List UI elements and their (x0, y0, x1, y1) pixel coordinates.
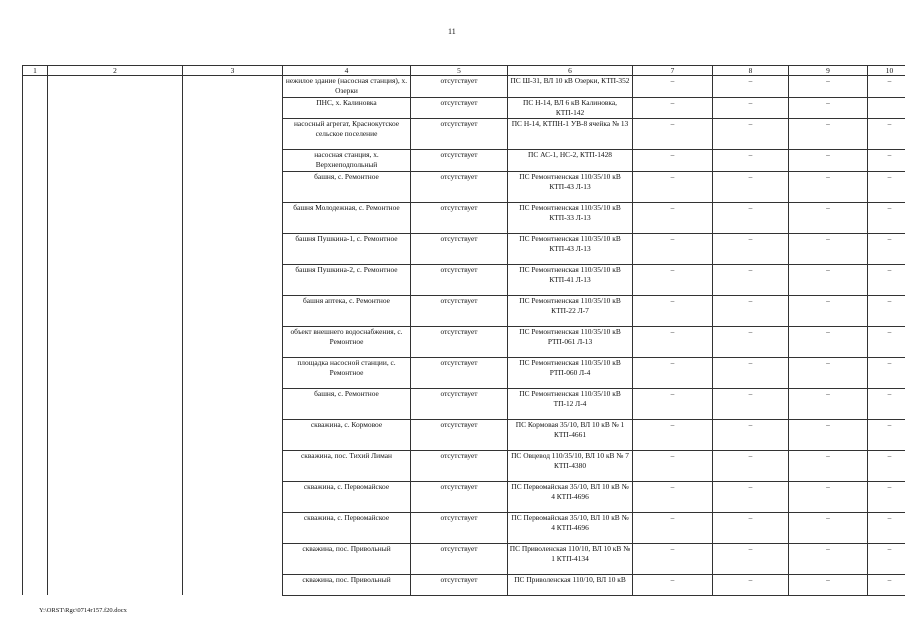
col7-cell: – (633, 119, 713, 150)
table-row (23, 481, 905, 512)
col10-cell: – (868, 264, 905, 295)
empty-cell (48, 97, 183, 119)
col10-cell: – (868, 119, 905, 150)
empty-cell (183, 76, 283, 98)
col7-cell: – (633, 97, 713, 119)
col8-cell: – (713, 171, 789, 202)
table-row (23, 150, 905, 172)
col8-cell: – (713, 357, 789, 388)
col7-cell: – (633, 76, 713, 98)
col9-cell: – (789, 481, 868, 512)
col8-cell: – (713, 388, 789, 419)
empty-cell (183, 264, 283, 295)
empty-cell (183, 574, 283, 595)
table-row (23, 388, 905, 419)
table-row (23, 326, 905, 357)
empty-cell (183, 150, 283, 172)
col8-cell: – (713, 119, 789, 150)
empty-cell (23, 295, 48, 326)
object-name-cell: скважина, пос. Тихий Лиман (283, 450, 411, 481)
col7-cell: – (633, 450, 713, 481)
col7-cell: – (633, 233, 713, 264)
object-name-cell: скважина, с. Первомайское (283, 512, 411, 543)
empty-cell (48, 512, 183, 543)
empty-cell (23, 512, 48, 543)
power-source-cell: ПС Ремонтненская 110/35/10 кВ КТП-33 Л-13 (508, 202, 633, 233)
object-name-cell: нежилое здание (насосная станция), х. Озерки (283, 76, 411, 98)
supply-status-cell: отсутствует (411, 481, 508, 512)
empty-cell (183, 357, 283, 388)
column-header: 4 (283, 66, 411, 76)
empty-cell (183, 481, 283, 512)
supply-status-cell: отсутствует (411, 450, 508, 481)
col9-cell: – (789, 574, 868, 595)
empty-cell (48, 388, 183, 419)
empty-cell (183, 543, 283, 574)
table-row (23, 119, 905, 150)
empty-cell (183, 233, 283, 264)
supply-status-cell: отсутствует (411, 171, 508, 202)
supply-status-cell: отсутствует (411, 326, 508, 357)
col10-cell: – (868, 388, 905, 419)
col7-cell: – (633, 512, 713, 543)
col8-cell: – (713, 233, 789, 264)
empty-cell (23, 574, 48, 595)
empty-cell (183, 419, 283, 450)
empty-cell (23, 97, 48, 119)
col9-cell: – (789, 326, 868, 357)
col8-cell: – (713, 512, 789, 543)
column-header: 1 (23, 66, 48, 76)
empty-cell (48, 450, 183, 481)
power-source-cell: ПС Ремонтненская 110/35/10 кВ КТП-41 Л-13 (508, 264, 633, 295)
empty-cell (23, 150, 48, 172)
supply-status-cell: отсутствует (411, 233, 508, 264)
table-row (23, 233, 905, 264)
object-name-cell: башня Пушкина-2, с. Ремонтное (283, 264, 411, 295)
col9-cell: – (789, 171, 868, 202)
empty-cell (23, 450, 48, 481)
table-row (23, 574, 905, 595)
col7-cell: – (633, 326, 713, 357)
empty-cell (23, 171, 48, 202)
empty-cell (183, 295, 283, 326)
col10-cell: – (868, 450, 905, 481)
supply-status-cell: отсутствует (411, 76, 508, 98)
col7-cell: – (633, 264, 713, 295)
col8-cell: – (713, 76, 789, 98)
empty-cell (23, 264, 48, 295)
supply-status-cell: отсутствует (411, 119, 508, 150)
col10-cell: – (868, 357, 905, 388)
column-header: 6 (508, 66, 633, 76)
empty-cell (23, 481, 48, 512)
col10-cell: – (868, 171, 905, 202)
col10-cell: – (868, 574, 905, 595)
power-source-cell: ПС Овцевод 110/35/10, ВЛ 10 кВ № 7 КТП-4380 (508, 450, 633, 481)
col10-cell: – (868, 326, 905, 357)
col7-cell: – (633, 202, 713, 233)
col8-cell: – (713, 150, 789, 172)
column-header: 8 (713, 66, 789, 76)
power-source-cell: ПС Ремонтненская 110/35/10 кВ РТП-060 Л-4 (508, 357, 633, 388)
table-row (23, 295, 905, 326)
empty-cell (23, 76, 48, 98)
col10-cell (868, 97, 905, 119)
power-source-cell: ПС Н-14, КТПН-1 УВ-8 ячейка № 13 (508, 119, 633, 150)
power-source-cell: ПС Ремонтненская 110/35/10 кВ ТП-12 Л-4 (508, 388, 633, 419)
col9-cell: – (789, 512, 868, 543)
supply-status-cell: отсутствует (411, 264, 508, 295)
table-row (23, 512, 905, 543)
col8-cell: – (713, 326, 789, 357)
empty-cell (23, 357, 48, 388)
column-header: 10 (868, 66, 905, 76)
empty-cell (183, 202, 283, 233)
col10-cell: – (868, 233, 905, 264)
empty-cell (48, 202, 183, 233)
object-name-cell: насосный агрегат, Краснокутское сельское поселение (283, 119, 411, 150)
empty-cell (183, 326, 283, 357)
table-row (23, 76, 905, 98)
col8-cell: – (713, 97, 789, 119)
empty-cell (48, 326, 183, 357)
col9-cell: – (789, 295, 868, 326)
object-name-cell: скважина, с. Кормовое (283, 419, 411, 450)
col7-cell: – (633, 543, 713, 574)
supply-status-cell: отсутствует (411, 543, 508, 574)
empty-cell (23, 326, 48, 357)
empty-cell (48, 574, 183, 595)
object-name-cell: скважина, пос. Привольный (283, 543, 411, 574)
object-name-cell: насосная станция, х. Верхнеподпольный (283, 150, 411, 172)
empty-cell (183, 450, 283, 481)
empty-cell (23, 419, 48, 450)
empty-cell (23, 202, 48, 233)
power-source-cell: ПС Ремонтненская 110/35/10 кВ РТП-061 Л-13 (508, 326, 633, 357)
power-source-cell: ПС Ш-31, ВЛ 10 кВ Озерки, КТП-352 (508, 76, 633, 98)
col7-cell: – (633, 295, 713, 326)
empty-cell (183, 171, 283, 202)
col9-cell: – (789, 76, 868, 98)
supply-status-cell: отсутствует (411, 295, 508, 326)
power-source-cell: ПС Ремонтненская 110/35/10 кВ КТП-43 Л-13 (508, 233, 633, 264)
table-row (23, 171, 905, 202)
col9-cell: – (789, 357, 868, 388)
power-source-cell: ПС Приволенская 110/10, ВЛ 10 кВ (508, 574, 633, 595)
col8-cell: – (713, 543, 789, 574)
column-header: 5 (411, 66, 508, 76)
table-row (23, 543, 905, 574)
col7-cell: – (633, 574, 713, 595)
col7-cell: – (633, 171, 713, 202)
data-table (22, 65, 905, 596)
col9-cell: – (789, 450, 868, 481)
col9-cell: – (789, 150, 868, 172)
empty-cell (183, 388, 283, 419)
col8-cell: – (713, 202, 789, 233)
col10-cell: – (868, 512, 905, 543)
empty-cell (48, 357, 183, 388)
table-row (23, 202, 905, 233)
empty-cell (23, 233, 48, 264)
power-source-cell: ПС Первомайская 35/10, ВЛ 10 кВ № 4 КТП-4696 (508, 512, 633, 543)
col9-cell: – (789, 233, 868, 264)
object-name-cell: башня Пушкина-1, с. Ремонтное (283, 233, 411, 264)
supply-status-cell: отсутствует (411, 97, 508, 119)
col10-cell: – (868, 76, 905, 98)
supply-status-cell: отсутствует (411, 150, 508, 172)
power-source-cell: ПС Первомайская 35/10, ВЛ 10 кВ № 4 КТП-4696 (508, 481, 633, 512)
col9-cell: – (789, 264, 868, 295)
empty-cell (48, 481, 183, 512)
power-source-cell: ПС Ремонтненская 110/35/10 кВ КТП-43 Л-13 (508, 171, 633, 202)
power-source-cell: ПС Н-14, ВЛ 6 кВ Калиновка, КТП-142 (508, 97, 633, 119)
column-header: 9 (789, 66, 868, 76)
col10-cell: – (868, 419, 905, 450)
empty-cell (48, 233, 183, 264)
power-source-cell: ПС АС-1, НС-2, КТП-1428 (508, 150, 633, 172)
col8-cell: – (713, 481, 789, 512)
col8-cell: – (713, 295, 789, 326)
empty-cell (48, 419, 183, 450)
header-row (23, 66, 905, 76)
empty-cell (48, 543, 183, 574)
power-source-cell: ПС Ремонтненская 110/35/10 кВ КТП-22 Л-7 (508, 295, 633, 326)
empty-cell (183, 97, 283, 119)
col7-cell: – (633, 150, 713, 172)
col10-cell: – (868, 150, 905, 172)
col10-cell: – (868, 202, 905, 233)
power-source-cell: ПС Кормовая 35/10, ВЛ 10 кВ № 1 КТП-4661 (508, 419, 633, 450)
col10-cell: – (868, 481, 905, 512)
supply-status-cell: отсутствует (411, 202, 508, 233)
object-name-cell: башня, с. Ремонтное (283, 388, 411, 419)
col9-cell: – (789, 119, 868, 150)
object-name-cell: башня, с. Ремонтное (283, 171, 411, 202)
col7-cell: – (633, 357, 713, 388)
col7-cell: – (633, 388, 713, 419)
object-name-cell: скважина, с. Первомайское (283, 481, 411, 512)
empty-cell (23, 119, 48, 150)
empty-cell (23, 388, 48, 419)
column-header: 2 (48, 66, 183, 76)
col10-cell: – (868, 543, 905, 574)
col9-cell: – (789, 543, 868, 574)
supply-status-cell: отсутствует (411, 357, 508, 388)
empty-cell (48, 76, 183, 98)
col8-cell: – (713, 264, 789, 295)
empty-cell (48, 150, 183, 172)
file-path-footer: Y:\ORST\Rgc\0714r157.f20.docx (39, 607, 127, 614)
col7-cell: – (633, 481, 713, 512)
object-name-cell: башня Молодежная, с. Ремонтное (283, 202, 411, 233)
col9-cell: – (789, 97, 868, 119)
empty-cell (183, 119, 283, 150)
table-row (23, 357, 905, 388)
col10-cell: – (868, 295, 905, 326)
empty-cell (48, 119, 183, 150)
table-row (23, 419, 905, 450)
table-row (23, 264, 905, 295)
col8-cell: – (713, 574, 789, 595)
object-name-cell: ПНС, х. Калиновка (283, 97, 411, 119)
object-name-cell: скважина, пос. Привольный (283, 574, 411, 595)
power-source-cell: ПС Приволенская 110/10, ВЛ 10 кВ № 1 КТП-4134 (508, 543, 633, 574)
page-number: 11 (448, 27, 456, 36)
col9-cell: – (789, 419, 868, 450)
empty-cell (183, 512, 283, 543)
object-name-cell: объект внешнего водоснабжения, с. Ремонтное (283, 326, 411, 357)
object-name-cell: площадка насосной станции, с. Ремонтное (283, 357, 411, 388)
table-row (23, 450, 905, 481)
empty-cell (23, 543, 48, 574)
empty-cell (48, 264, 183, 295)
col9-cell: – (789, 202, 868, 233)
column-header: 7 (633, 66, 713, 76)
column-header: 3 (183, 66, 283, 76)
supply-status-cell: отсутствует (411, 574, 508, 595)
supply-status-cell: отсутствует (411, 388, 508, 419)
empty-cell (48, 295, 183, 326)
supply-status-cell: отсутствует (411, 512, 508, 543)
col8-cell: – (713, 450, 789, 481)
table-row (23, 97, 905, 119)
col7-cell: – (633, 419, 713, 450)
empty-cell (48, 171, 183, 202)
col9-cell: – (789, 388, 868, 419)
object-name-cell: башня аптека, с. Ремонтное (283, 295, 411, 326)
col8-cell: – (713, 419, 789, 450)
supply-status-cell: отсутствует (411, 419, 508, 450)
